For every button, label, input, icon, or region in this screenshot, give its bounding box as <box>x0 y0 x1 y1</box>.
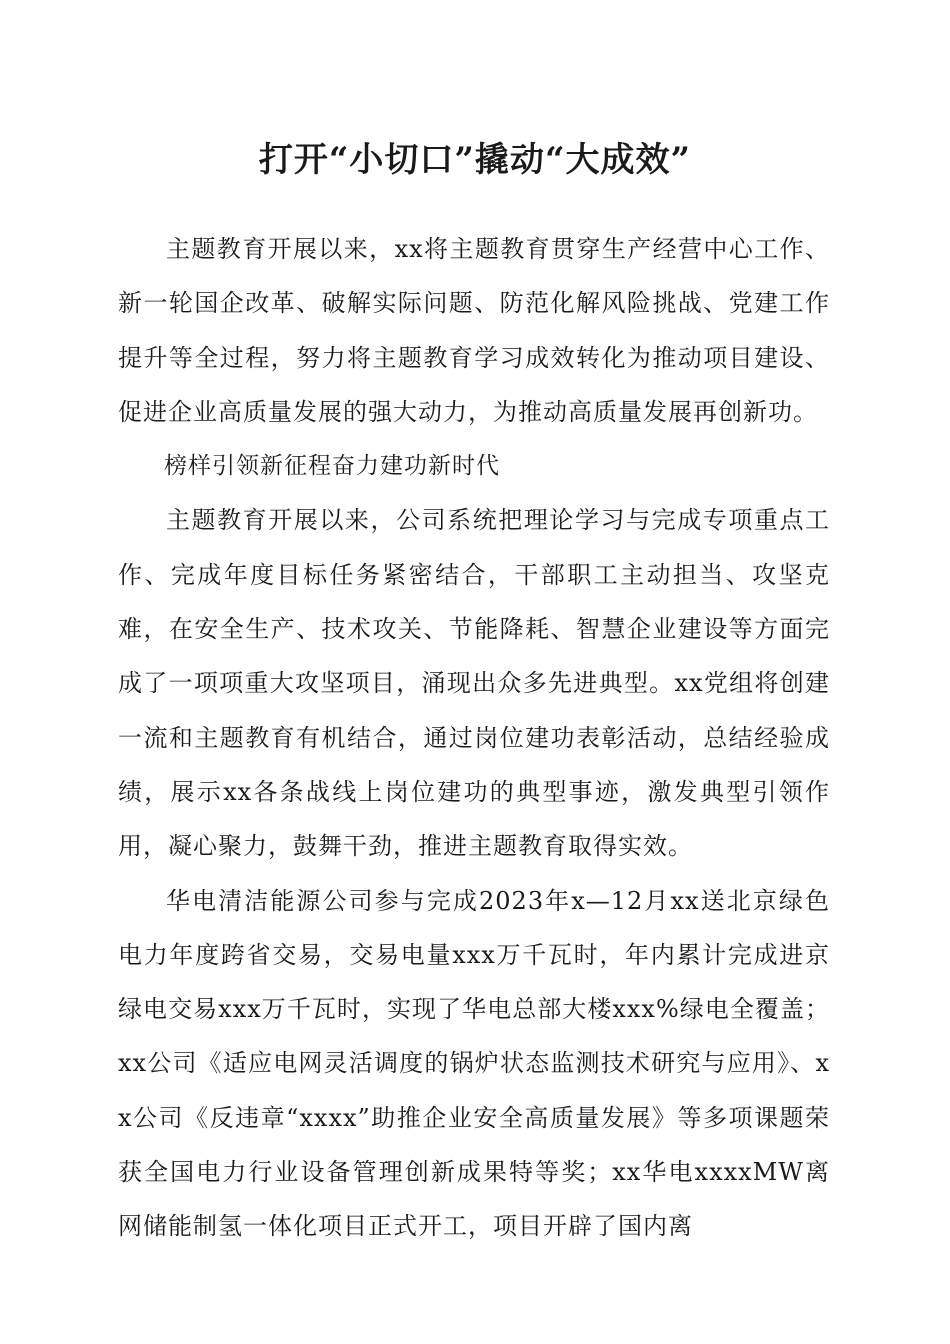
document-body <box>118 222 830 1254</box>
paragraph-intro: 主题教育开展以来，xx将主题教育贯穿生产经营中心工作、新一轮国企改革、破解实际问题、防范化解风险挑战、党建工作提升等全过程，努力将主题教育学习成效转化为推动项目建设、促进企业高质量发展的强大动力，为推动高质量发展再创新功。 <box>118 235 830 426</box>
paragraph-role-models: 主题教育开展以来，公司系统把理论学习与完成专项重点工作、完成年度目标任务紧密结合，干部职工主动担当、攻坚克难，在安全生产、技术攻关、节能降耗、智慧企业建设等方面完成了一项项重大攻坚项目，涌现出众多先进典型。xx党组将创建一流和主题教育有机结合，通过岗位建功表彰活动，总结经验成绩，展示xx各条战线上岗位建功的典型事迹，激发典型引领作用，凝心聚力，鼓舞干劲，推进主题教育取得实效。 <box>118 506 830 861</box>
paragraph-achievements: 华电清洁能源公司参与完成2023年x—12月xx送北京绿色电力年度跨省交易，交易电量xxx万千瓦时，年内累计完成进京绿电交易xxx万千瓦时，实现了华电总部大楼xxx%绿电全覆盖；xx公司《适应电网灵活调度的锅炉状态监测技术研究与应用》、xx公司《反违章“xxxx”助推企业安全高质量发展》等多项课题荣获全国电力行业设备管理创新成果特等奖；xx华电xxxxMW离网储能制氢一体化项目正式开工，项目开辟了国内离 <box>118 886 830 1241</box>
document-title: 打开“小切口”撬动“大成效” <box>258 140 692 180</box>
section-heading: 榜样引领新征程奋力建功新时代 <box>164 453 500 480</box>
